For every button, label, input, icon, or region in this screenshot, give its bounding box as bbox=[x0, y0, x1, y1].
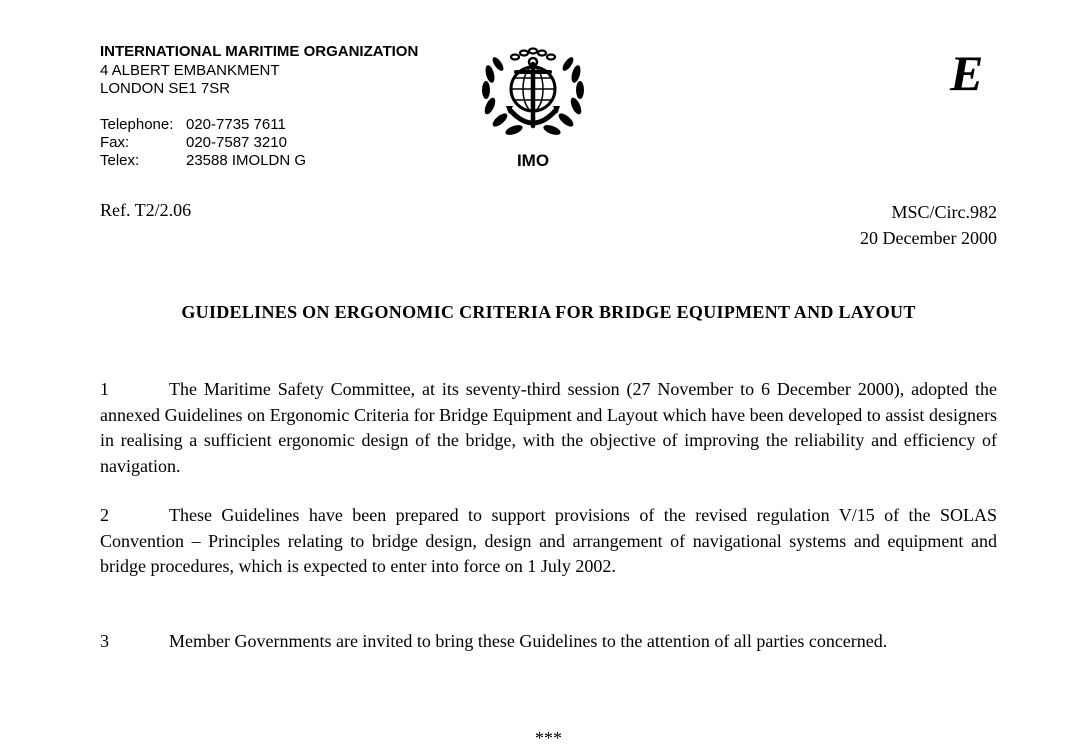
document-title: GUIDELINES ON ERGONOMIC CRITERIA FOR BRIDGE EQUIPMENT AND LAYOUT bbox=[181, 302, 916, 322]
paragraph-number: 2 bbox=[100, 505, 109, 525]
circular-number: MSC/Circ.982 bbox=[891, 202, 997, 222]
address-line-1: 4 ALBERT EMBANKMENT bbox=[100, 61, 280, 79]
paragraph-2 bbox=[100, 503, 997, 580]
organization-header bbox=[100, 43, 418, 99]
contact-row-telephone bbox=[100, 116, 306, 134]
contact-block bbox=[100, 116, 306, 170]
logo-text: IMO bbox=[516, 151, 550, 170]
contact-label: Fax: bbox=[100, 134, 130, 151]
paragraph-text: The Maritime Safety Committee, at its seventy-third session (27 November to 6 December 2000), adopted the annexed Guidelines on Ergonomic Criteria for Bridge Equipment and Layout which have been developed to assist designers in realising a sufficient ergonomic design of the bridge, with the objective of improving the reliability and efficiency of navigation. bbox=[100, 379, 997, 476]
imo-emblem-icon bbox=[478, 44, 588, 140]
contact-value: 020-7587 3210 bbox=[186, 134, 287, 151]
language-letter: E bbox=[950, 45, 984, 101]
contact-label: Telephone: bbox=[100, 116, 174, 133]
reference-number: Ref. T2/2.06 bbox=[100, 200, 192, 220]
contact-row-fax bbox=[100, 134, 306, 152]
end-mark: *** bbox=[535, 728, 562, 748]
paragraph-text: Member Governments are invited to bring these Guidelines to the attention of all parties concerned. bbox=[169, 631, 888, 651]
paragraph-3 bbox=[100, 629, 997, 655]
organization-name: INTERNATIONAL MARITIME ORGANIZATION bbox=[100, 43, 419, 60]
contact-value: 020-7735 7611 bbox=[186, 116, 286, 133]
paragraph-1 bbox=[100, 377, 997, 479]
paragraph-number: 3 bbox=[100, 631, 109, 651]
address-line-2: LONDON SE1 7SR bbox=[100, 80, 231, 97]
contact-label: Telex: bbox=[100, 152, 140, 169]
circular-info bbox=[860, 200, 997, 251]
paragraph-number: 1 bbox=[100, 379, 109, 399]
contact-row-telex bbox=[100, 152, 306, 170]
paragraph-text: These Guidelines have been prepared to support provisions of the revised regulation V/15 of the SOLAS Convention – Principles relating to bridge design, design and arrangement of navigational systems and equipment and bridge procedures, which is expected to enter into force on 1 July 2002. bbox=[100, 505, 997, 576]
circular-date: 20 December 2000 bbox=[860, 227, 997, 248]
contact-value: 23588 IMOLDN G bbox=[186, 152, 307, 169]
